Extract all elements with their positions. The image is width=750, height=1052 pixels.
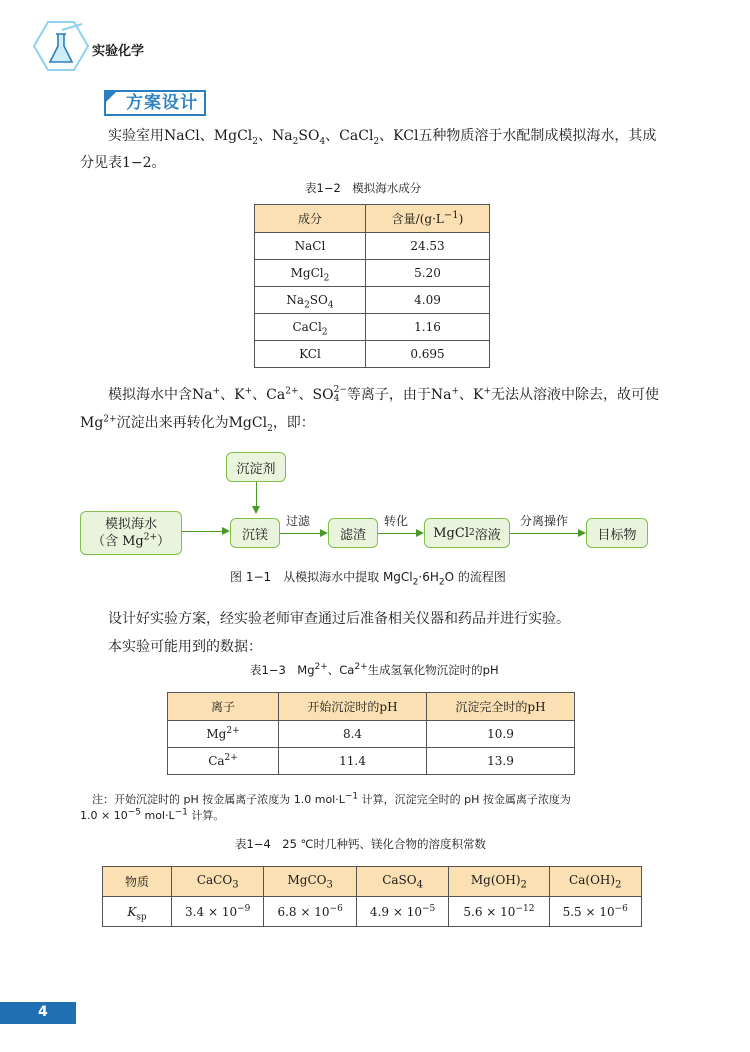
table-cell: NaCl: [255, 233, 366, 260]
table-header: 含量$/(g\cdot L^{-1})$: [366, 205, 490, 233]
table-cell: 13.9: [427, 748, 575, 775]
header-title: 实验化学: [92, 44, 145, 59]
table-header: 成分: [255, 205, 366, 233]
table-cell: 4.09: [366, 287, 490, 314]
table-1-2-caption: 表1−2 模拟海水成分: [305, 181, 422, 195]
flow-arrow: [378, 533, 422, 534]
table-cell: $Na_2SO_4$: [255, 287, 366, 314]
table-header: $Ca(OH)_2$: [549, 867, 642, 897]
table-header: 离子: [168, 693, 279, 721]
paragraph-4: 本实验可能用到的数据：: [108, 639, 262, 655]
table-cell: $5.5 \times 10^{-6}$: [549, 897, 642, 927]
table-cell: $3.4 \times 10^{-9}$: [172, 897, 264, 927]
paragraph-3: 设计好实验方案，经实验老师审查通过后准备相关仪器和药品并进行实验。: [108, 611, 570, 627]
table-cell: 24.53: [366, 233, 490, 260]
table-header: CaSO$_4$: [356, 867, 448, 897]
table-cell: $6.8 \times 10^{-6}$: [264, 897, 356, 927]
flow-arrow: [182, 531, 228, 532]
table-cell: $5.6 \times 10^{-12}$: [449, 897, 549, 927]
table-header: CaCO$_3$: [172, 867, 264, 897]
flow-node-seawater: 模拟海水 （含 $Mg^{2+}$）: [80, 511, 182, 555]
table-cell: $Ca^{2+}$: [168, 748, 279, 775]
table-header: 沉淀完全时的pH: [427, 693, 575, 721]
table-cell: MgCl$_2$: [255, 260, 366, 287]
table-cell: $Mg^{2+}$: [168, 721, 279, 748]
table-header: 开始沉淀时的pH: [279, 693, 427, 721]
table-cell: $K_{sp}$: [103, 897, 172, 927]
table-1-4-caption: 表1−4 25 ℃时几种钙、镁化合物的溶度积常数: [235, 837, 486, 851]
note-line-1: 注：开始沉淀时的 pH 按金属离子浓度为 1.0 $mol\cdot L^{-1}$ 计算，沉淀完全时的 pH 按金属离子浓度为: [92, 791, 571, 806]
table-cell: 11.4: [279, 748, 427, 775]
flask-logo-icon: [32, 20, 90, 76]
flow-node-residue: 滤渣: [328, 518, 378, 548]
paragraph-1-line-2: 分见表1−2。: [80, 155, 166, 171]
table-cell: CaCl$_2$: [255, 314, 366, 341]
table-cell: 10.9: [427, 721, 575, 748]
page-number: 4: [38, 1004, 48, 1020]
section-heading-corner: [104, 90, 118, 104]
flow-node-mgcl2-solution: MgCl 2 溶液: [424, 518, 510, 548]
table-1-3: [167, 692, 575, 775]
flow-edge-label-convert: 转化: [384, 514, 409, 528]
flow-arrow: [510, 533, 584, 534]
table-header: $Mg(OH)_2$: [449, 867, 549, 897]
table-cell: $4.9 \times 10^{-5}$: [356, 897, 448, 927]
section-title: 方案设计: [126, 93, 198, 113]
paragraph-2-line-2: $Mg^{2+}$沉淀出来再转化为MgCl$_2$，即：: [80, 414, 315, 434]
table-cell: 5.20: [366, 260, 490, 287]
table-1-4: [102, 866, 642, 927]
flow-node-target: 目标物: [586, 518, 648, 548]
paragraph-1-line-1: 实验室用NaCl、MgCl$_2$、$Na_2SO_4$、CaCl$_2$、KCl五种物质溶于水配制成模拟海水，其成: [108, 128, 657, 147]
table-header: MgCO$_3$: [264, 867, 356, 897]
table-1-2: [254, 204, 490, 368]
table-cell: 1.16: [366, 314, 490, 341]
flow-edge-label-separate: 分离操作: [520, 514, 569, 528]
table-cell: 8.4: [279, 721, 427, 748]
flow-arrow: [280, 533, 326, 534]
flow-node-precipitate: 沉镁: [230, 518, 280, 548]
flow-arrowhead-down: [252, 506, 260, 514]
flow-edge-label-filter: 过滤: [286, 514, 311, 528]
note-line-2: $1.0 \times 10^{-5}$ $mol\cdot L^{-1}$ 计算。: [80, 807, 225, 822]
table-header: 物质: [103, 867, 172, 897]
paragraph-2-line-1: 模拟海水中含Na+、K+、$Ca^{2+}$、SO 2− 4 等离子，由于Na+、K+无法从溶液中除去，故可使: [108, 385, 660, 404]
flow-node-precipitant: 沉淀剂: [226, 452, 286, 482]
figure-1-1-caption: 图 1−1 从模拟海水中提取 $MgCl_2\cdot 6H_2O$ 的流程图: [230, 570, 506, 588]
table-cell: 0.695: [366, 341, 490, 368]
table-1-3-caption: 表1−3 $Mg^{2+}$、$Ca^{2+}$生成氢氧化物沉淀时的pH: [250, 662, 499, 677]
table-cell: KCl: [255, 341, 366, 368]
